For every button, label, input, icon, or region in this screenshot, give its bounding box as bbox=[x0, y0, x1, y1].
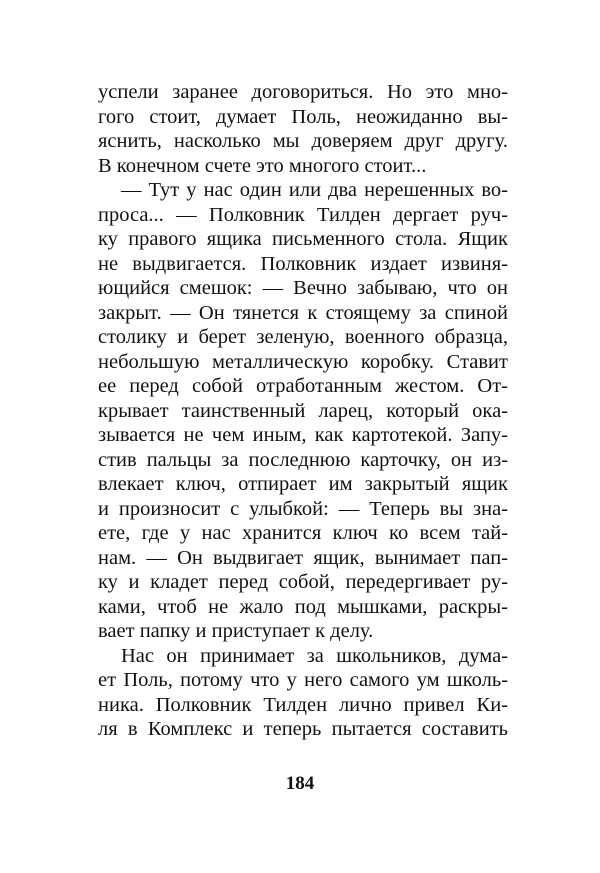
text-line: стив пальцы за последнюю карточку, он из- bbox=[98, 448, 508, 471]
text-line: нам. — Он выдвигает ящик, вынимает пап- bbox=[98, 546, 508, 569]
text-line: столику и берет зеленую, военного образца, bbox=[98, 326, 508, 348]
text-line: вает папку и приступает к делу. bbox=[98, 620, 374, 642]
text-line: не выдвигается. Полковник издает извиня- bbox=[98, 252, 508, 275]
text-line: гого стоит, думает Поль, неожиданно вы- bbox=[98, 105, 508, 128]
page-text bbox=[98, 80, 508, 742]
text-line: Нас он принимает за школьников, дума- bbox=[121, 644, 508, 667]
text-line: и произносит с улыбкой: — Теперь вы зна- bbox=[98, 497, 508, 520]
text-line: ку правого ящика письменного стола. Ящик bbox=[98, 228, 508, 250]
text-line: ника. Полковник Тилден лично привел Ки- bbox=[98, 693, 508, 716]
page-number: 184 bbox=[285, 773, 315, 794]
text-line: крывает таинственный ларец, который ока- bbox=[98, 399, 508, 422]
text-line: яснить, насколько мы доверяем друг другу. bbox=[98, 130, 508, 152]
text-line: небольшую металлическую коробку. Ставит bbox=[98, 350, 508, 373]
text-line: ете, где у нас хранится ключ ко всем тай- bbox=[98, 522, 508, 544]
paragraph-2 bbox=[98, 178, 508, 644]
text-line: ее перед собой отработанным жестом. От- bbox=[98, 375, 508, 397]
text-line: ля в Комплекс и теперь пытается составить bbox=[98, 718, 508, 740]
paragraph-3 bbox=[98, 644, 508, 742]
text-line: ет Поль, потому что у него самого ум школь- bbox=[98, 669, 508, 691]
text-line: ками, чтоб не жало под мышками, раскры- bbox=[98, 595, 508, 618]
text-line: ку и кладет перед собой, передергивает ру- bbox=[98, 571, 508, 593]
text-line: В конечном счете это многого стоит... bbox=[98, 154, 427, 177]
text-line: зывается не чем иным, как картотекой. Запу- bbox=[98, 424, 508, 446]
text-line: влекает ключ, отпирает им закрытый ящик bbox=[98, 473, 508, 495]
text-line: закрыт. — Он тянется к стоящему за спиной bbox=[98, 301, 508, 324]
text-line: — Тут у нас один или два нерешенных во- bbox=[121, 179, 508, 201]
text-line: успели заранее договориться. Но это мно- bbox=[98, 81, 508, 103]
text-line: проса... — Полковник Тилден дергает руч- bbox=[98, 203, 508, 226]
text-line: ющийся смешок: — Вечно забываю, что он bbox=[98, 277, 508, 299]
paragraph-1 bbox=[98, 80, 508, 178]
